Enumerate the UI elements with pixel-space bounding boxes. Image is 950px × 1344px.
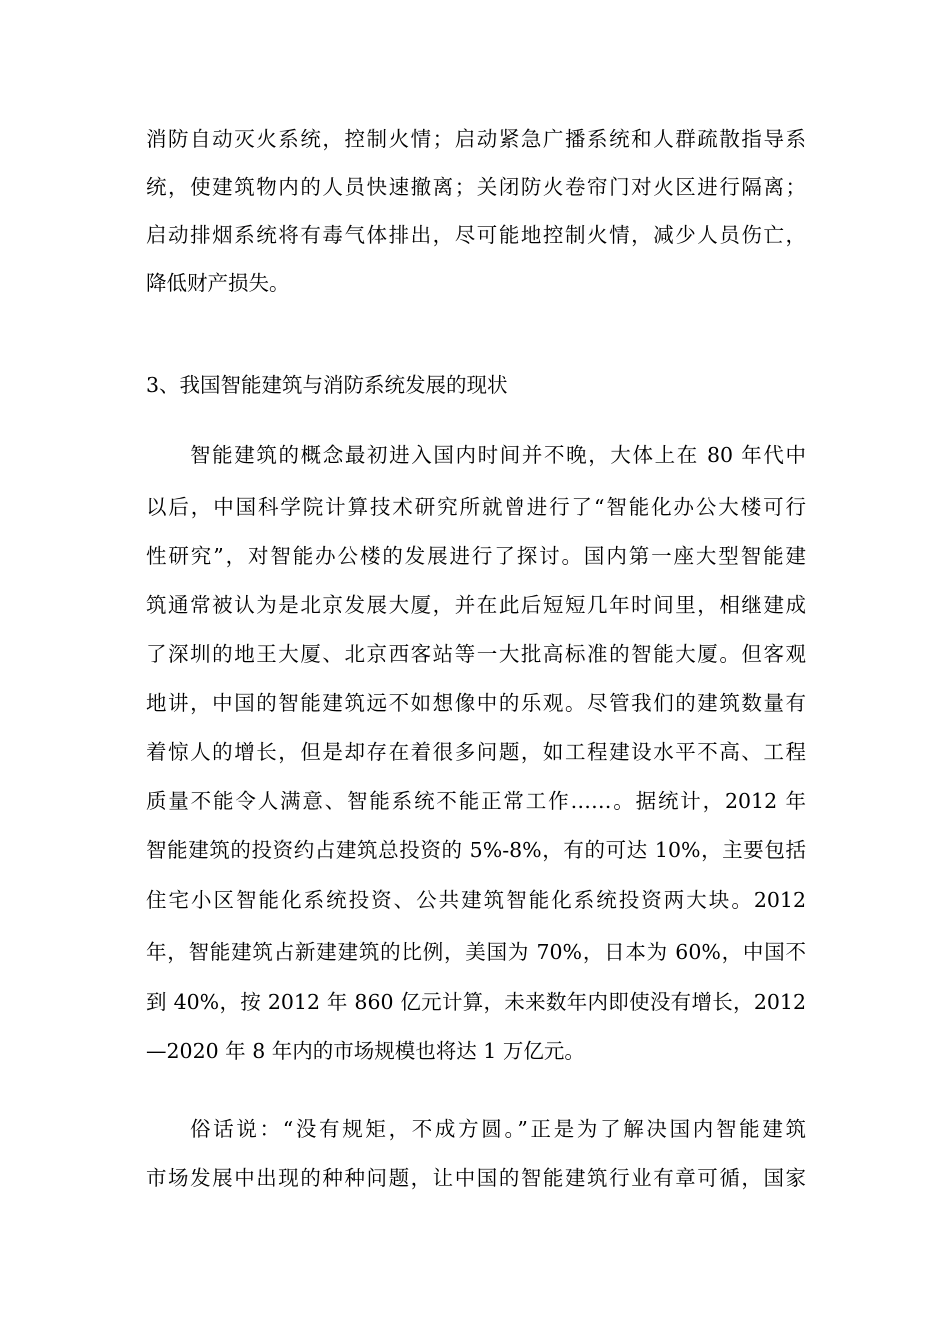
- paragraph-1-line-4: 降低财产损失。: [146, 271, 290, 295]
- paragraph-2-line-7: 着惊人的增长，但是却存在着很多问题，如工程建设水平不高、工程: [146, 740, 806, 764]
- paragraph-1-line-1: 消防自动灭火系统，控制火情；启动紧急广播系统和人群疏散指导系: [146, 127, 806, 151]
- paragraph-2-line-8: 质量不能令人满意、智能系统不能正常工作……。据统计，2012 年: [146, 789, 806, 813]
- paragraph-2-line-3: 性研究”，对智能办公楼的发展进行了探讨。国内第一座大型智能建: [146, 544, 806, 568]
- paragraph-2-line-2: 以后，中国科学院计算技术研究所就曾进行了“智能化办公大楼可行: [146, 495, 806, 519]
- paragraph-2-line-11: 年，智能建筑占新建建筑的比例，美国为 70%，日本为 60%，中国不: [146, 940, 806, 964]
- paragraph-2-line-9: 智能建筑的投资约占建筑总投资的 5%-8%，有的可达 10%，主要包括: [146, 838, 806, 862]
- paragraph-3-line-1: 俗话说：“没有规矩，不成方圆。”正是为了解决国内智能建筑: [190, 1117, 806, 1141]
- paragraph-2-line-5: 了深圳的地王大厦、北京西客站等一大批高标准的智能大厦。但客观: [146, 642, 806, 666]
- paragraph-2-line-13: —2020 年 8 年内的市场规模也将达 1 万亿元。: [146, 1039, 585, 1063]
- paragraph-3-line-2: 市场发展中出现的种种问题，让中国的智能建筑行业有章可循，国家: [146, 1166, 806, 1190]
- section-heading: 3、我国智能建筑与消防系统发展的现状: [146, 373, 508, 397]
- paragraph-1-line-3: 启动排烟系统将有毒气体排出，尽可能地控制火情，减少人员伤亡，: [146, 223, 806, 247]
- paragraph-2-line-12: 到 40%，按 2012 年 860 亿元计算，未来数年内即使没有增长，2012: [146, 990, 806, 1014]
- paragraph-2-line-10: 住宅小区智能化系统投资、公共建筑智能化系统投资两大块。2012: [146, 888, 806, 912]
- paragraph-2-line-6: 地讲，中国的智能建筑远不如想像中的乐观。尽管我们的建筑数量有: [146, 691, 806, 715]
- paragraph-2-line-1: 智能建筑的概念最初进入国内时间并不晚，大体上在 80 年代中: [190, 443, 806, 467]
- paragraph-2-line-4: 筑通常被认为是北京发展大厦，并在此后短短几年时间里，相继建成: [146, 593, 806, 617]
- paragraph-1-line-2: 统，使建筑物内的人员快速撤离；关闭防火卷帘门对火区进行隔离；: [146, 175, 806, 199]
